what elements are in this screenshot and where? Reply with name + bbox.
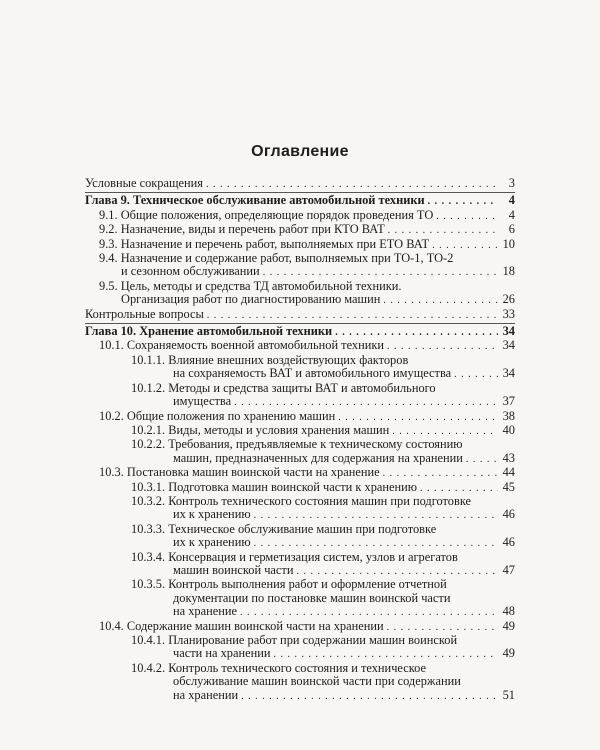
leader-dots [428, 195, 498, 208]
toc-entry-title: машин, предназначенных для содержания на хранении [173, 450, 463, 465]
toc-page-number: 49 [502, 646, 515, 661]
toc-entry-number: 10.3.3. [131, 521, 166, 536]
leader-dots [274, 648, 498, 661]
toc-chapter[interactable] [85, 194, 515, 208]
toc-entry-number: 10.2. [99, 408, 124, 423]
toc-entry[interactable] [85, 523, 515, 551]
toc-page-number: 48 [502, 604, 515, 619]
toc-entry[interactable] [85, 481, 515, 495]
toc-entry-title: Глава 10. Хранение автомобильной техники [85, 324, 333, 339]
leader-dots [454, 368, 498, 381]
toc-entry[interactable] [85, 634, 515, 662]
toc-entry-number: 10.4. [99, 618, 124, 633]
toc-page-number: 46 [502, 535, 515, 550]
leader-dots [383, 294, 498, 307]
toc-entry[interactable] [85, 410, 515, 424]
toc-entry[interactable] [85, 382, 515, 410]
toc-entry-title: Консервация и герметизация систем, узлов и агрегатов [168, 549, 458, 564]
toc-page-number: 3 [508, 176, 515, 190]
toc-entry[interactable] [85, 578, 515, 619]
toc-entry-title: Назначение и содержание работ, выполняемых при ТО-1, ТО-2 [120, 251, 454, 266]
toc-entry-number: 10.1.2. [131, 380, 166, 395]
leader-dots [263, 266, 498, 279]
leader-dots [383, 467, 498, 480]
toc-entry-title: Контроль технического состояния машин при подготовке [168, 493, 472, 508]
toc-entry-title: Общие положения по хранению машин [126, 408, 336, 423]
toc-page-number: 4 [508, 207, 515, 222]
toc-page-number: 43 [502, 450, 515, 465]
toc-entry-number: 9.4. [99, 251, 118, 266]
toc-entry[interactable] [85, 308, 515, 322]
toc-entry-title: Глава 9. Техническое обслуживание автомобильной техники [85, 193, 425, 208]
toc-entry[interactable] [85, 209, 515, 223]
toc-entry-title: Контрольные вопросы [85, 306, 204, 321]
toc-page-number: 46 [502, 507, 515, 522]
toc-entry[interactable] [85, 662, 515, 703]
leader-dots [254, 509, 498, 522]
toc-entry-title: Требования, предъявляемые к техническому состоянию [168, 437, 463, 452]
toc-page-number: 38 [502, 408, 515, 423]
toc-entry-title: Подготовка машин воинской части к хранению [168, 479, 418, 494]
toc-entry-title: на хранении [173, 687, 239, 702]
toc-page-number: 34 [502, 324, 515, 339]
toc-entry[interactable] [85, 252, 515, 280]
toc-entry-title: Виды, методы и условия хранения машин [168, 422, 390, 437]
toc-entry-title: Организация работ по диагностированию машин [121, 292, 381, 307]
toc-entry-title: и сезонном обслуживании [121, 264, 260, 279]
leader-dots [436, 210, 498, 223]
leader-dots [240, 606, 498, 619]
toc-entry-title: обслуживание машин воинской части при содержании [173, 674, 461, 689]
toc-page-number: 6 [508, 222, 515, 237]
toc-entry[interactable] [85, 354, 515, 382]
toc-entry-title: Цель, методы и средства ТД автомобильной техники. [120, 278, 402, 293]
toc-entry-number: 10.3. [99, 465, 124, 480]
leader-dots [338, 411, 498, 424]
toc-entry-title: Содержание машин воинской части на хранении [126, 618, 384, 633]
toc-entry[interactable] [85, 495, 515, 523]
toc-page-number: 33 [502, 306, 515, 321]
toc-entry-title: Методы и средства защиты ВАТ и автомобильного [168, 380, 436, 395]
toc-entry-number: 9.1. [99, 207, 118, 222]
leader-dots [392, 425, 498, 438]
toc-entry-number: 10.1. [99, 338, 124, 353]
toc-entry[interactable] [85, 223, 515, 237]
toc-entry-title: Техническое обслуживание машин при подготовке [168, 521, 437, 536]
toc-entry-title: Сохраняемость военной автомобильной техники [126, 338, 385, 353]
toc-entry-number: 10.2.1. [131, 422, 166, 437]
toc-page-number: 45 [502, 479, 515, 494]
toc-entry-number: 9.3. [99, 236, 118, 251]
leader-dots [241, 690, 498, 703]
leader-dots [432, 239, 498, 252]
toc-chapter[interactable] [85, 325, 515, 339]
toc-entry-number: 10.1.1. [131, 352, 166, 367]
toc-entry[interactable] [85, 280, 515, 308]
toc-entry[interactable] [85, 438, 515, 466]
toc-page-number: 18 [502, 264, 515, 279]
toc-entry-title: Общие положения, определяющие порядок проведения ТО [120, 207, 434, 222]
toc-entry[interactable] [85, 177, 515, 191]
toc-page-number: 34 [502, 366, 515, 381]
toc-entry-title: Условные сокращения [85, 176, 203, 190]
leader-dots [466, 453, 498, 466]
leader-dots [254, 537, 498, 550]
toc-page-number: 37 [502, 394, 515, 409]
leader-dots [388, 224, 498, 237]
page-title: Оглавление [251, 143, 349, 160]
toc-entry-number: 10.3.5. [131, 577, 166, 592]
toc-page-number: 26 [502, 292, 515, 307]
toc-entry[interactable] [85, 620, 515, 634]
toc-entry-title: Назначение и перечень работ, выполняемых при ЕТО ВАТ [120, 236, 430, 251]
toc-entry-number: 9.2. [99, 222, 118, 237]
toc-entry-number: 10.2.2. [131, 437, 166, 452]
toc-entry[interactable] [85, 551, 515, 579]
leader-dots [234, 396, 498, 409]
leader-dots [387, 340, 498, 353]
toc-entry-title: документации по постановке машин воинской части [173, 590, 451, 605]
toc-entry-title: на сохраняемость ВАТ и автомобильного имущества [173, 366, 452, 381]
toc-entry-title: Планирование работ при содержании машин воинской [168, 633, 458, 647]
toc-page-number: 44 [502, 465, 515, 480]
toc-entry[interactable] [85, 339, 515, 353]
table-of-contents [85, 177, 515, 703]
toc-entry-title: на хранение [173, 604, 238, 619]
toc-page-number: 10 [502, 236, 515, 251]
toc-entry[interactable] [85, 238, 515, 252]
leader-dots [420, 482, 498, 495]
toc-entry-title: Назначение, виды и перечень работ при КТО ВАТ [120, 222, 385, 237]
toc-page-number: 40 [502, 422, 515, 437]
toc-entry-title: Контроль выполнения работ и оформление отчетной [168, 577, 447, 592]
toc-page-number: 34 [502, 338, 515, 353]
toc-entry-title: Контроль технического состояния и техническое [168, 660, 426, 675]
toc-entry-number: 10.4.1. [131, 633, 166, 647]
toc-entry[interactable] [85, 466, 515, 480]
toc-entry-number: 10.3.4. [131, 549, 166, 564]
toc-entry-number: 9.5. [99, 278, 118, 293]
toc-page-number: 47 [502, 562, 515, 577]
toc-entry-title: их к хранению [173, 507, 251, 522]
toc-page-number: 4 [508, 193, 515, 208]
leader-dots [335, 326, 498, 339]
toc-entry-title: части на хранении [173, 646, 271, 661]
toc-entry-number: 10.3.2. [131, 493, 166, 508]
toc-entry-title: их к хранению [173, 535, 251, 550]
toc-page-number: 51 [502, 687, 515, 702]
toc-entry-title: имущества [173, 394, 232, 409]
leader-dots [206, 178, 498, 191]
toc-page-number: 49 [502, 618, 515, 633]
toc-entry-title: Постановка машин воинской части на хранение [126, 465, 380, 480]
leader-dots [207, 309, 498, 322]
toc-entry-title: машин воинской части [173, 562, 294, 577]
toc-entry-number: 10.3.1. [131, 479, 166, 494]
leader-dots [387, 621, 498, 634]
toc-entry[interactable] [85, 424, 515, 438]
leader-dots [296, 565, 498, 578]
toc-entry-title: Влияние внешних воздействующих факторов [168, 352, 409, 367]
toc-entry-number: 10.4.2. [131, 660, 166, 675]
